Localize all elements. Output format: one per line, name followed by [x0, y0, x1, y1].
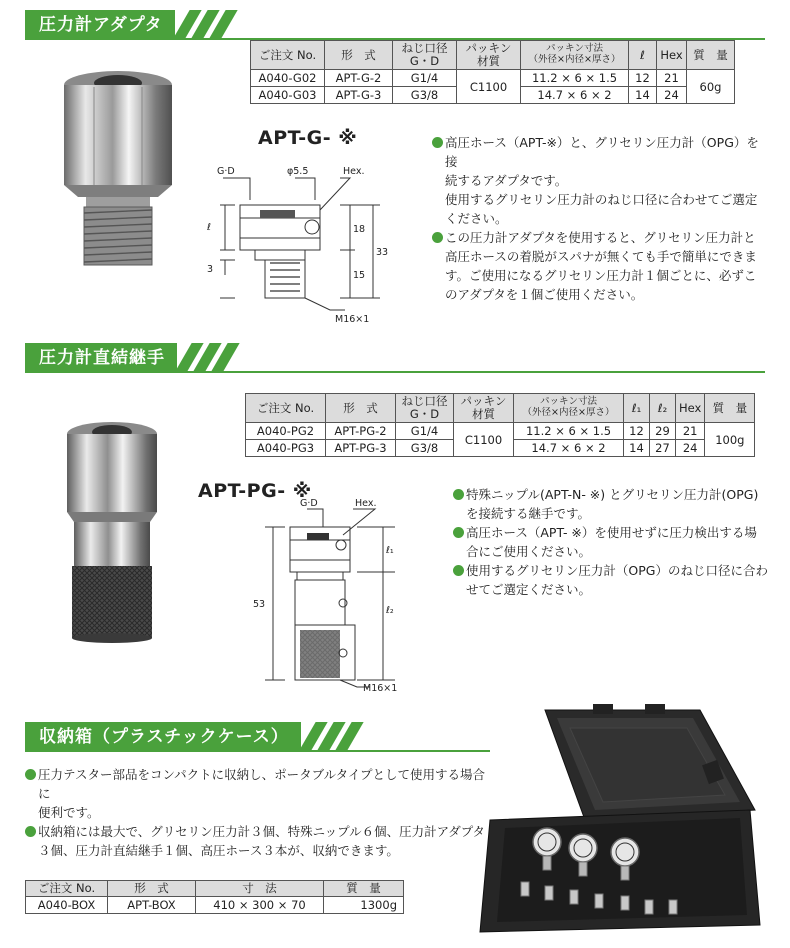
direct-spec-table — [245, 393, 755, 457]
cell: 14.7 × 6 × 2 — [521, 87, 629, 104]
bullet-cont: 続するアダプタです。 — [445, 173, 568, 188]
bullet-cont: 便利です。 — [38, 805, 100, 820]
cell: APT-G-3 — [325, 87, 393, 104]
th-thread: ねじ口径 G・D — [393, 41, 457, 70]
decor-stripes — [177, 343, 231, 373]
direct-description — [453, 485, 773, 599]
th-model: 形 式 — [108, 881, 196, 897]
bullet-cont: 高圧ホースの着脱がスパナが無くても手で簡単にできま — [445, 249, 757, 264]
cell: 14 — [629, 87, 657, 104]
section-header-case — [25, 722, 355, 752]
cell: 29 — [650, 423, 676, 440]
cell: A040-PG3 — [246, 440, 326, 457]
decor-stripes — [301, 722, 355, 752]
label-hex: Hex. — [355, 498, 377, 509]
bullet-item: 圧力テスター部品をコンパクトに収納し、ポータブルタイプとして使用する場合に — [25, 765, 495, 803]
bullet-cont: せてご選定ください。 — [466, 582, 592, 597]
case-spec-table — [25, 880, 404, 914]
cell: APT-G-2 — [325, 70, 393, 87]
th-l2: ℓ₂ — [650, 394, 676, 423]
th-order: ご注文 No. — [246, 394, 326, 423]
cell: 21 — [657, 70, 687, 87]
section-title: 収納箱（プラスチックケース） — [25, 722, 301, 752]
cell: A040-BOX — [26, 897, 108, 914]
label-hex: Hex. — [343, 166, 365, 177]
case-description — [25, 765, 495, 860]
cell: A040-G02 — [251, 70, 325, 87]
label-15: 15 — [353, 270, 366, 281]
bullet-cont: のアダプタを１個ご使用ください。 — [445, 287, 644, 302]
th-model: 形 式 — [326, 394, 396, 423]
case-photo — [475, 700, 775, 940]
cell: 24 — [676, 440, 705, 457]
th-size: 寸 法 — [196, 881, 324, 897]
bullet-item: 特殊ニップル(APT-N- ※) とグリセリン圧力計(OPG) — [453, 485, 773, 504]
section-divider — [25, 371, 765, 373]
cell: 410 × 300 × 70 — [196, 897, 324, 914]
cell: 24 — [657, 87, 687, 104]
section-header-adapter — [25, 10, 229, 40]
cell: G1/4 — [393, 70, 457, 87]
section-title: 圧力計アダプタ — [25, 10, 175, 40]
cell: 14.7 × 6 × 2 — [514, 440, 624, 457]
th-material: パッキン 材質 — [454, 394, 514, 423]
th-mass: 質 量 — [687, 41, 735, 70]
label-33: 33 — [376, 247, 389, 258]
th-hex: Hex — [676, 394, 705, 423]
cell: 11.2 × 6 × 1.5 — [514, 423, 624, 440]
th-l1: ℓ₁ — [624, 394, 650, 423]
direct-model-title: APT-PG- ※ — [198, 480, 312, 502]
th-l: ℓ — [629, 41, 657, 70]
cell: A040-PG2 — [246, 423, 326, 440]
th-material: パッキン 材質 — [457, 41, 521, 70]
label-gd: G·D — [300, 498, 318, 509]
bullet-item: この圧力計アダプタを使用すると、グリセリン圧力計と — [432, 228, 767, 247]
bullet-cont: す。ご使用になるグリセリン圧力計１個ごとに、必ずこ — [445, 268, 757, 283]
adapter-photo — [58, 65, 178, 275]
section-header-direct — [25, 343, 231, 373]
direct-fitting-photo — [62, 418, 162, 643]
cell: APT-PG-2 — [326, 423, 396, 440]
bullet-cont: 使用するグリセリン圧力計のねじ口径に合わせてご選定 — [445, 192, 758, 207]
label-m16: M16×1 — [363, 683, 398, 694]
cell: G3/8 — [396, 440, 454, 457]
cell: 1300g — [324, 897, 404, 914]
cell: APT-BOX — [108, 897, 196, 914]
bullet-cont: ください。 — [445, 211, 508, 226]
label-m16: M16×1 — [335, 314, 370, 325]
section-divider — [25, 750, 490, 752]
th-mass: 質 量 — [324, 881, 404, 897]
table-row — [246, 423, 755, 440]
cell: 27 — [650, 440, 676, 457]
bullet-cont: ３個、圧力計直結継手１個、高圧ホース３本が、収納できます。 — [38, 843, 399, 858]
cell: 12 — [624, 423, 650, 440]
label-dia: φ5.5 — [287, 166, 309, 177]
cell-material: C1100 — [457, 70, 521, 104]
label-3: 3 — [207, 264, 214, 275]
th-packing: パッキン寸法 （外径×内径×厚さ） — [514, 394, 624, 423]
direct-fitting-drawing — [245, 495, 425, 700]
table-row — [26, 897, 404, 914]
table-row — [251, 70, 735, 87]
section-title: 圧力計直結継手 — [25, 343, 177, 373]
th-mass: 質 量 — [705, 394, 755, 423]
cell: A040-G03 — [251, 87, 325, 104]
th-packing: パッキン寸法 （外径×内径×厚さ） — [521, 41, 629, 70]
decor-stripes — [175, 10, 229, 40]
bullet-cont: 合にご使用ください。 — [466, 544, 592, 559]
label-l1: ℓ₁ — [386, 545, 394, 556]
cell: G1/4 — [396, 423, 454, 440]
cell: 12 — [629, 70, 657, 87]
cell-mass: 100g — [705, 423, 755, 457]
label-gd: G·D — [217, 166, 235, 177]
cell: G3/8 — [393, 87, 457, 104]
label-l2: ℓ₂ — [386, 605, 394, 616]
adapter-drawing — [195, 160, 395, 330]
th-thread: ねじ口径 G・D — [396, 394, 454, 423]
cell: APT-PG-3 — [326, 440, 396, 457]
label-l: ℓ — [207, 222, 211, 233]
adapter-model-title: APT-G- ※ — [258, 127, 358, 149]
th-order: ご注文 No. — [251, 41, 325, 70]
th-hex: Hex — [657, 41, 687, 70]
cell: 21 — [676, 423, 705, 440]
label-18: 18 — [353, 224, 366, 235]
th-order: ご注文 No. — [26, 881, 108, 897]
adapter-spec-table — [250, 40, 735, 104]
bullet-item: 収納箱には最大で、グリセリン圧力計３個、特殊ニップル６個、圧力計アダプタ — [25, 822, 495, 841]
label-53: 53 — [253, 599, 266, 610]
cell-mass: 60g — [687, 70, 735, 104]
adapter-description — [432, 133, 767, 304]
cell: 11.2 × 6 × 1.5 — [521, 70, 629, 87]
bullet-cont: を接続する継手です。 — [466, 506, 591, 521]
bullet-item: 高圧ホース（APT-※）と、グリセリン圧力計（OPG）を接 — [432, 133, 767, 171]
bullet-item: 高圧ホース（APT- ※）を使用せずに圧力検出する場 — [453, 523, 773, 542]
th-model: 形 式 — [325, 41, 393, 70]
bullet-item: 使用するグリセリン圧力計（OPG）のねじ口径に合わ — [453, 561, 773, 580]
cell-material: C1100 — [454, 423, 514, 457]
cell: 14 — [624, 440, 650, 457]
